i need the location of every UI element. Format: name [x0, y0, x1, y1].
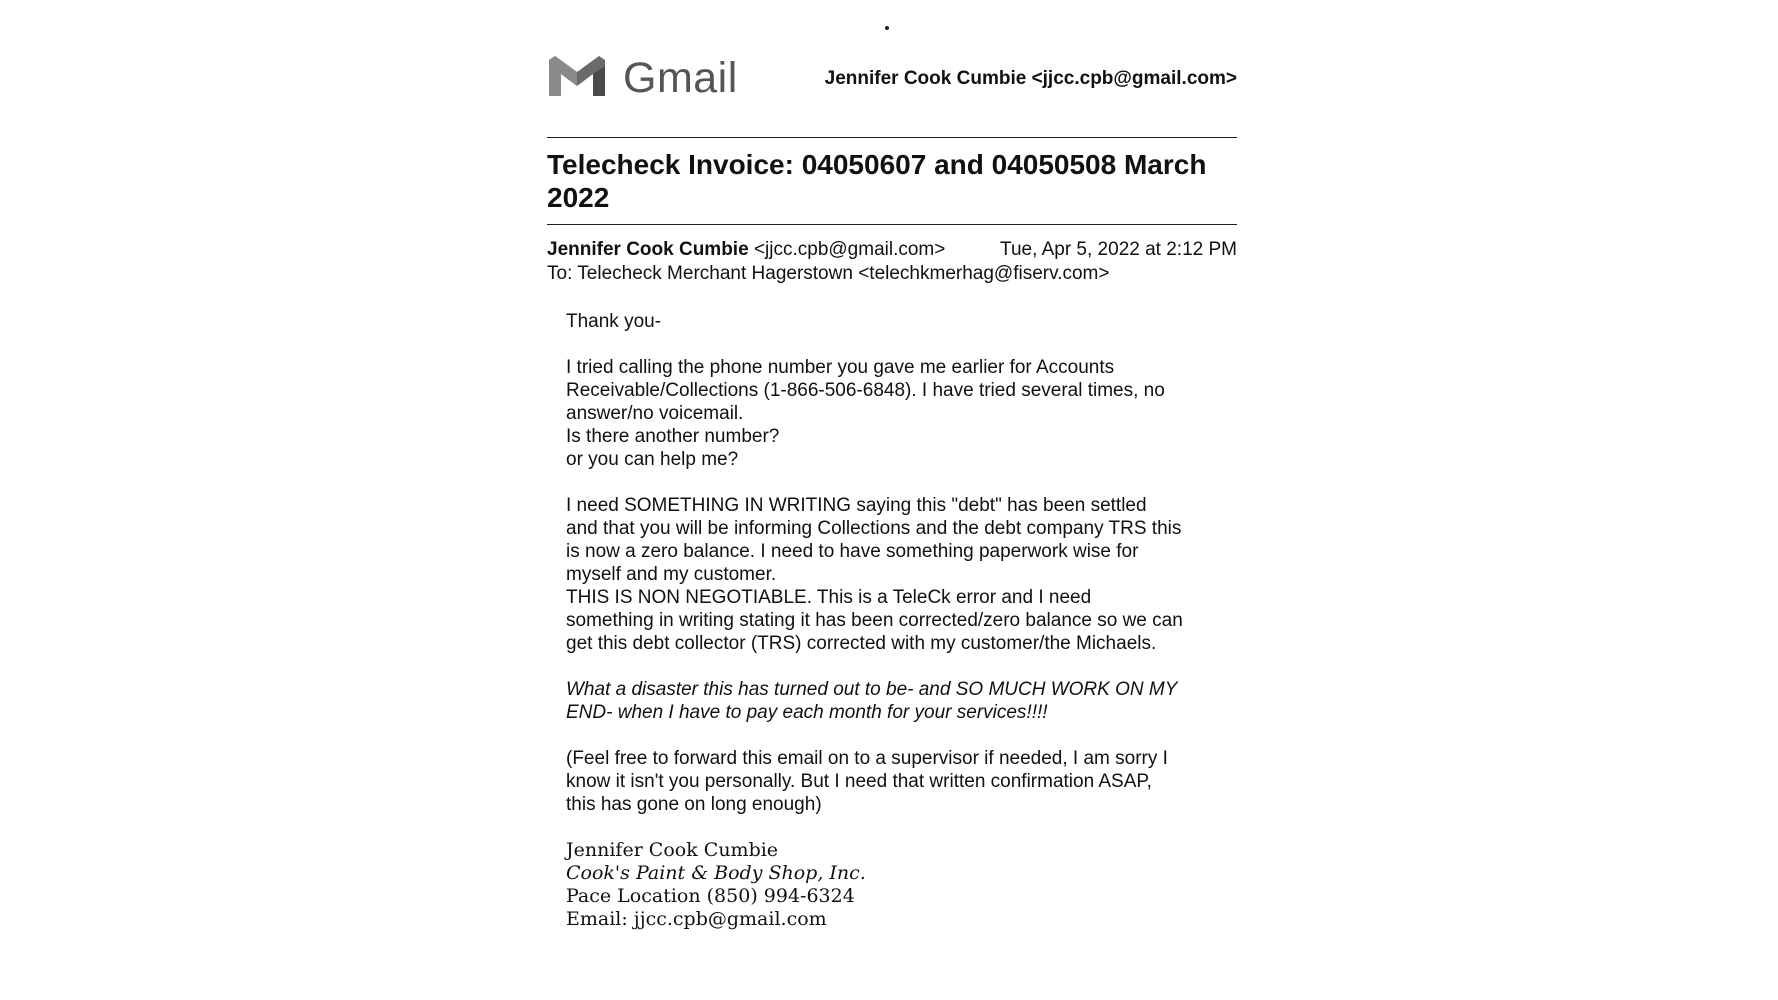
gmail-logo-text: Gmail — [623, 54, 738, 102]
body-line: answer/no voicemail. — [566, 403, 744, 424]
email-subject — [547, 148, 1237, 214]
body-line: myself and my customer. — [566, 564, 777, 585]
stray-dot — [885, 26, 889, 30]
body-line: know it isn't you personally. But I need that written confirmation ASAP, — [566, 771, 1152, 792]
body-line: I need SOMETHING IN WRITING saying this "debt" has been settled — [566, 495, 1147, 516]
sender-email: <jjcc.cpb@gmail.com> — [753, 239, 946, 260]
paragraph-request — [566, 494, 1246, 655]
message-date: Tue, Apr 5, 2022 at 2:12 PM — [1000, 239, 1237, 260]
email-signature — [566, 839, 1246, 931]
body-line: is now a zero balance. I need to have something paperwork wise for — [566, 541, 1139, 562]
to-row: To: Telecheck Merchant Hagerstown <telechkmerhag@fiserv.com> — [547, 263, 1110, 284]
body-line: THIS IS NON NEGOTIABLE. This is a TeleCk error and I need — [566, 587, 1092, 608]
body-line: and that you will be informing Collections and the debt company TRS this — [566, 518, 1182, 539]
body-line: What a disaster this has turned out to be- and SO MUCH WORK ON MY — [566, 679, 1178, 700]
paragraph-complaint — [566, 678, 1246, 724]
subject-line-1: Telecheck Invoice: 04050607 and 04050508 March — [547, 149, 1207, 180]
account-owner: Jennifer Cook Cumbie <jjcc.cpb@gmail.com> — [824, 68, 1237, 89]
body-line: Is there another number? — [566, 426, 780, 447]
signature-location: Pace Location (850) 994-6324 — [566, 885, 855, 907]
body-line: (Feel free to forward this email on to a supervisor if needed, I am sorry I — [566, 748, 1168, 769]
subject-line-2: 2022 — [547, 182, 610, 213]
body-line: Thank you- — [566, 311, 662, 332]
body-line: I tried calling the phone number you gave me earlier for Accounts — [566, 357, 1115, 378]
body-line: this has gone on long enough) — [566, 794, 822, 815]
body-line: END- when I have to pay each month for your services!!!! — [566, 702, 1048, 723]
body-line: or you can help me? — [566, 449, 739, 470]
paragraph-greeting — [566, 310, 1246, 333]
body-line: Receivable/Collections (1-866-506-6848). I have tried several times, no — [566, 380, 1165, 401]
from-row — [547, 238, 1237, 262]
signature-company: Cook's Paint & Body Shop, Inc. — [566, 862, 866, 884]
signature-email: Email: jjcc.cpb@gmail.com — [566, 908, 827, 930]
message-meta — [547, 238, 1237, 286]
header-divider — [547, 137, 1237, 138]
sender-name: Jennifer Cook Cumbie — [547, 239, 749, 260]
body-line: something in writing stating it has been corrected/zero balance so we can — [566, 610, 1183, 631]
paragraph-forward — [566, 747, 1246, 816]
gmail-header — [547, 52, 1237, 106]
paragraph-phone — [566, 356, 1246, 471]
subject-divider — [547, 224, 1237, 225]
signature-name: Jennifer Cook Cumbie — [566, 839, 779, 861]
gmail-logo-icon — [547, 52, 607, 100]
body-line: get this debt collector (TRS) corrected with my customer/the Michaels. — [566, 633, 1157, 654]
email-body — [566, 310, 1246, 931]
